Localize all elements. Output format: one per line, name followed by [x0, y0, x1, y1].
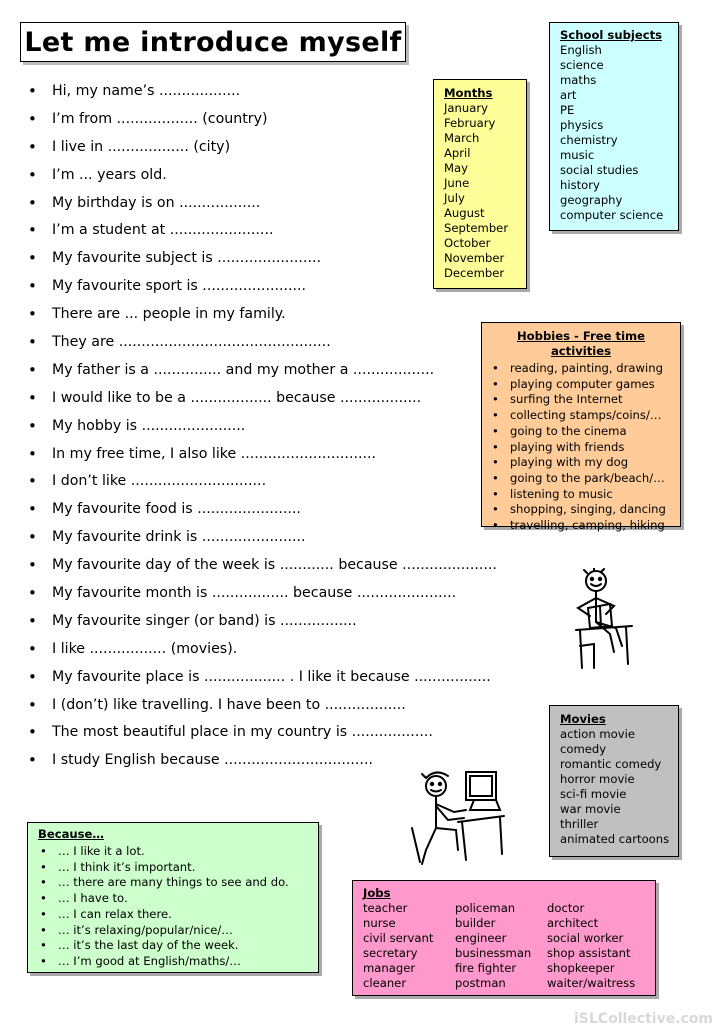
sentence-item: • There are ... people in my family. — [28, 302, 497, 330]
subject-item: science — [560, 58, 604, 72]
month-item: August — [444, 206, 485, 220]
job-item: policeman — [455, 901, 516, 915]
because-item: • … I’m good at English/maths/… — [38, 954, 318, 970]
month-item: October — [444, 236, 491, 250]
month-item: February — [444, 116, 496, 130]
because-heading: Because… — [38, 827, 105, 841]
month-item: December — [444, 266, 505, 280]
title-box — [20, 22, 406, 62]
subject-item: chemistry — [560, 133, 618, 147]
hobby-item: • surfing the Internet — [490, 392, 680, 408]
sentence-item: • My favourite day of the week is ............ because ..................... — [28, 553, 497, 581]
kid-computer-illustration — [408, 766, 508, 866]
sentence-item: • I don’t like .............................. — [28, 469, 497, 497]
sentence-item: • They are ............................................... — [28, 330, 497, 358]
movie-item: horror movie — [560, 772, 635, 786]
month-item: November — [444, 251, 505, 265]
subject-item: geography — [560, 193, 623, 207]
month-item: September — [444, 221, 509, 235]
jobs-grid — [363, 901, 655, 991]
because-item: • … I have to. — [38, 891, 318, 907]
sentence-item: • I’m from .................. (country) — [28, 107, 497, 135]
job-item: shop assistant — [547, 946, 631, 960]
jobs-box — [352, 880, 656, 996]
page-title: Let me introduce myself — [24, 26, 402, 58]
kid-reading-illustration — [570, 568, 640, 674]
hobbies-box — [481, 322, 681, 533]
hobby-item: • collecting stamps/coins/… — [490, 408, 680, 424]
movie-item: war movie — [560, 802, 621, 816]
hobby-item: • playing with my dog — [490, 455, 680, 471]
job-item: civil servant — [363, 931, 434, 945]
sentence-item: • The most beautiful place in my country is .................. — [28, 720, 497, 748]
movie-item: action movie — [560, 727, 635, 741]
sentence-item: • Hi, my name’s .................. — [28, 79, 497, 107]
hobby-item: • travelling, camping, hiking — [490, 518, 680, 534]
job-item: shopkeeper — [547, 961, 615, 975]
hobby-item: • going to the cinema — [490, 424, 680, 440]
sentence-item: • I study English because ................................. — [28, 748, 497, 776]
sentence-item: • My favourite singer (or band) is ................. — [28, 609, 497, 637]
sentence-item: • My favourite drink is ....................... — [28, 525, 497, 553]
subject-item: history — [560, 178, 600, 192]
month-item: January — [444, 101, 488, 115]
sentence-item: • My birthday is on .................. — [28, 191, 497, 219]
hobby-item: • shopping, singing, dancing — [490, 502, 680, 518]
sentence-item: • My favourite month is ................. because ...................... — [28, 581, 497, 609]
sentence-item: • I live in .................. (city) — [28, 135, 497, 163]
sentence-item: • I like ................. (movies). — [28, 637, 497, 665]
because-item: • … it’s relaxing/popular/nice/… — [38, 923, 318, 939]
month-item: March — [444, 131, 480, 145]
jobs-heading: Jobs — [363, 886, 391, 900]
hobby-item: • playing with friends — [490, 440, 680, 456]
subject-item: English — [560, 43, 602, 57]
sentence-item: • My hobby is ....................... — [28, 414, 497, 442]
subject-item: physics — [560, 118, 604, 132]
movies-heading: Movies — [560, 712, 606, 726]
movie-item: animated cartoons — [560, 832, 670, 846]
subject-item: art — [560, 88, 577, 102]
month-item: April — [444, 146, 471, 160]
months-box — [433, 79, 527, 289]
movie-item: romantic comedy — [560, 757, 662, 771]
hobby-item: • going to the park/beach/… — [490, 471, 680, 487]
subject-item: social studies — [560, 163, 639, 177]
movie-item: sci-fi movie — [560, 787, 627, 801]
month-item: May — [444, 161, 468, 175]
job-item: nurse — [363, 916, 396, 930]
footer-watermark: iSLCollective.com — [574, 1011, 714, 1027]
job-item: builder — [455, 916, 496, 930]
sentence-item: • My favourite food is ....................... — [28, 497, 497, 525]
job-item: architect — [547, 916, 599, 930]
job-item: fire fighter — [455, 961, 517, 975]
because-item: • … I like it a lot. — [38, 844, 318, 860]
because-box — [27, 822, 319, 973]
job-item: cleaner — [363, 976, 407, 990]
subject-item: PE — [560, 103, 575, 117]
hobby-item: • reading, painting, drawing — [490, 361, 680, 377]
because-item: • … I can relax there. — [38, 907, 318, 923]
because-item: • … I think it’s important. — [38, 860, 318, 876]
subjects-heading: School subjects — [560, 28, 663, 42]
job-item: secretary — [363, 946, 418, 960]
subject-item: music — [560, 148, 595, 162]
because-item: • … it’s the last day of the week. — [38, 938, 318, 954]
sentence-item: • I would like to be a .................. because .................. — [28, 386, 497, 414]
hobby-item: • playing computer games — [490, 377, 680, 393]
job-item: postman — [455, 976, 506, 990]
job-item: engineer — [455, 931, 507, 945]
subject-item: maths — [560, 73, 597, 87]
hobby-item: • listening to music — [490, 487, 680, 503]
hobbies-heading: Hobbies - Free time activities — [516, 329, 645, 358]
sentence-item: • My father is a ............... and my mother a .................. — [28, 358, 497, 386]
month-item: June — [444, 176, 470, 190]
sentence-item: • My favourite subject is ....................... — [28, 246, 497, 274]
subjects-box — [549, 22, 679, 231]
movie-item: comedy — [560, 742, 607, 756]
sentence-item: • I (don’t) like travelling. I have been to .................. — [28, 693, 497, 721]
job-item: waiter/waitress — [547, 976, 636, 990]
subject-item: computer science — [560, 208, 664, 222]
sentence-item: • I’m a student at ....................... — [28, 218, 497, 246]
job-item: manager — [363, 961, 416, 975]
movie-item: thriller — [560, 817, 599, 831]
sentence-item: • I’m ... years old. — [28, 163, 497, 191]
job-item: teacher — [363, 901, 408, 915]
months-heading: Months — [444, 86, 493, 100]
month-item: July — [444, 191, 465, 205]
sentence-item: • My favourite sport is ....................... — [28, 274, 497, 302]
sentence-list — [28, 79, 497, 776]
sentence-item: • In my free time, I also like .............................. — [28, 442, 497, 470]
job-item: social worker — [547, 931, 624, 945]
job-item: doctor — [547, 901, 585, 915]
movies-box — [549, 705, 679, 857]
sentence-item: • My favourite place is .................. . I like it because ................. — [28, 665, 497, 693]
because-item: • … there are many things to see and do. — [38, 875, 318, 891]
job-item: businessman — [455, 946, 532, 960]
